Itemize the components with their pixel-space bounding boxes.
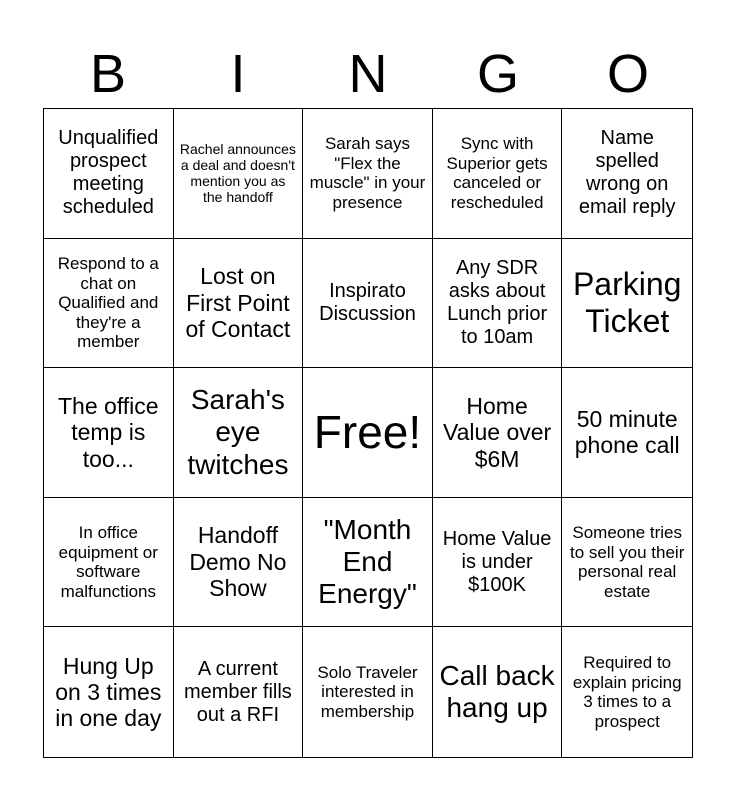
bingo-header [43, 40, 693, 108]
bingo-cell[interactable]: Handoff Demo No Show [174, 498, 304, 628]
bingo-cell[interactable]: Sync with Superior gets canceled or rescheduled [433, 109, 563, 239]
bingo-cell[interactable]: Unqualified prospect meeting scheduled [44, 109, 174, 239]
bingo-cell[interactable]: Someone tries to sell you their personal real estate [562, 498, 692, 628]
bingo-cell[interactable]: Rachel announces a deal and doesn't mention you as the handoff [174, 109, 304, 239]
bingo-cell[interactable]: 50 minute phone call [562, 368, 692, 498]
header-letter-b: B [89, 44, 127, 104]
bingo-cell[interactable]: Sarah's eye twitches [174, 368, 304, 498]
bingo-cell[interactable]: Hung Up on 3 times in one day [44, 627, 174, 757]
bingo-cell[interactable]: Name spelled wrong on email reply [562, 109, 692, 239]
bingo-cell[interactable]: Required to explain pricing 3 times to a prospect [572, 653, 682, 731]
bingo-cell[interactable]: In office equipment or software malfunctions [44, 498, 174, 628]
bingo-cell[interactable]: Lost on First Point of Contact [174, 239, 304, 369]
bingo-cell[interactable]: Sarah says "Flex the muscle" in your presence [303, 109, 433, 239]
bingo-cell[interactable]: Solo Traveler interested in membership [303, 627, 433, 757]
free-space-cell[interactable]: Free! [303, 368, 433, 498]
bingo-cell[interactable]: The office temp is too... [44, 368, 174, 498]
bingo-cell[interactable]: Call back hang up [433, 627, 563, 757]
bingo-cell[interactable]: "Month End Energy" [303, 498, 433, 628]
bingo-board [43, 108, 693, 758]
bingo-cell[interactable]: Any SDR asks about Lunch prior to 10am [433, 239, 563, 369]
bingo-cell[interactable]: Home Value over $6M [433, 368, 563, 498]
bingo-cell[interactable]: Inspirato Discussion [303, 239, 433, 369]
bingo-cell[interactable]: Parking Ticket [562, 239, 692, 369]
header-letter-i: I [230, 44, 246, 104]
header-letter-n: N [348, 44, 388, 104]
bingo-cell[interactable]: Home Value is under $100K [433, 498, 563, 628]
header-letter-g: G [476, 44, 519, 104]
header-letter-o: O [606, 44, 649, 104]
bingo-cell[interactable]: A current member fills out a RFI [174, 627, 304, 757]
bingo-cell[interactable]: Respond to a chat on Qualified and they're a member [44, 239, 174, 369]
